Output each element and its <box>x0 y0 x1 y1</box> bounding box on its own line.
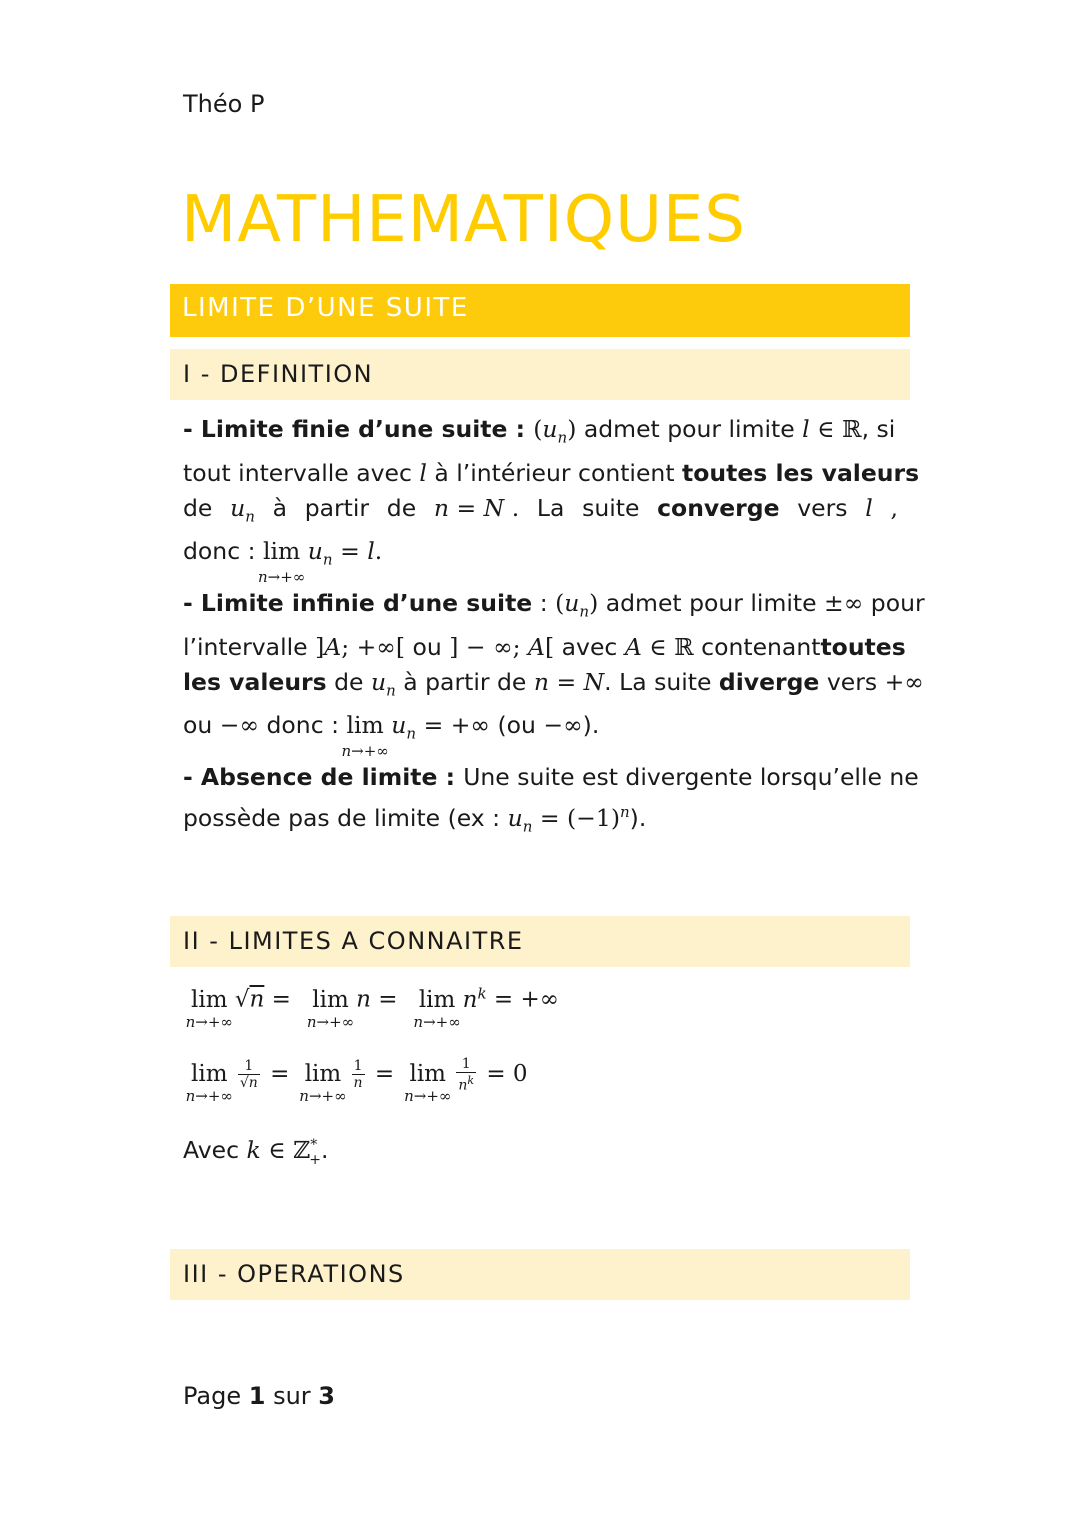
text: admet pour limite <box>598 589 825 617</box>
text: de <box>183 493 213 522</box>
text: lim <box>262 537 301 566</box>
term-bold: toutes <box>820 632 906 661</box>
section-title: II - LIMITES A CONNAITRE <box>183 927 524 955</box>
text: ). <box>629 803 647 832</box>
fraction: $\frac{1}{√n}$ <box>239 1058 258 1092</box>
text: de <box>386 493 417 522</box>
term-bold: - Absence de limite <box>183 763 438 791</box>
limit-expression <box>413 986 461 1031</box>
text: partir <box>304 493 370 522</box>
text: tout intervalle avec <box>183 458 420 487</box>
text: : <box>532 589 556 617</box>
text: n→+∞ <box>185 1086 233 1105</box>
text: lim <box>304 1060 342 1087</box>
text: lim <box>346 711 384 740</box>
note-k-domain <box>183 1128 898 1178</box>
text: ou <box>405 632 450 661</box>
text: contenant <box>693 632 821 661</box>
term-bold: converge <box>657 493 780 522</box>
text: . <box>320 1135 329 1164</box>
section-header-limits <box>170 916 910 967</box>
text: : <box>507 415 534 443</box>
text: n→+∞ <box>299 1086 347 1105</box>
term-bold: diverge <box>718 667 820 696</box>
chapter-banner <box>170 284 910 337</box>
text: avec <box>554 632 625 661</box>
paragraph-no-limit <box>183 760 919 845</box>
text: La <box>536 493 565 522</box>
text: lim <box>191 986 228 1013</box>
text: : <box>437 763 464 791</box>
formula-infinite-limits: lim n→+∞ √n = lim n→+∞ n = lim n→+∞ $n^k$ = +∞ <box>185 984 559 1031</box>
text: n→+∞ <box>404 1086 452 1105</box>
text-line: donc : lim n→+∞ $u_n = l$. <box>183 534 898 578</box>
text: lim <box>409 1060 446 1087</box>
term-bold: - Limite infinie d’une suite <box>183 589 533 617</box>
text: n→+∞ <box>413 1012 461 1031</box>
text: donc : <box>259 711 347 740</box>
term-bold: toutes les valeurs <box>682 458 920 487</box>
text-line: - Limite infinie d’une suite : $(u_n)$ admet pour limite ±∞ pour <box>183 589 925 621</box>
term-bold: les valeurs <box>183 667 327 696</box>
text: Avec <box>183 1135 247 1164</box>
text: suite <box>582 493 640 522</box>
text: lim <box>191 1060 228 1087</box>
limit-expression <box>306 986 355 1031</box>
text: pour <box>863 589 925 617</box>
text-line: les valeurs de $u_n$ à partir de n = N. La suite diverge vers +∞ <box>183 667 924 700</box>
formula-zero-limits: lim n→+∞ $\frac{1}{√n}$ = lim n→+∞ $\frac{1}{n}$ = lim n→+∞ $\frac{1}{n^k}$ = 0 <box>185 1056 528 1105</box>
limit-expression <box>404 1060 452 1105</box>
limit-expression <box>185 1060 233 1105</box>
text: de <box>326 667 371 696</box>
text: lim <box>312 986 349 1013</box>
text: n→+∞ <box>341 742 389 761</box>
text: sur <box>265 1382 319 1410</box>
section-header-definition <box>170 349 910 400</box>
fraction: $\frac{1}{n^k}$ <box>458 1056 475 1094</box>
text-line: l’intervalle ]A; +∞[ ou ] − ∞; A[ avec A ∈ ℝ contenant toutes <box>183 630 898 665</box>
text: l’intervalle <box>183 632 316 661</box>
section-title: III - OPERATIONS <box>183 1260 405 1288</box>
text: n→+∞ <box>185 1012 233 1031</box>
text: ). <box>582 711 600 740</box>
text: Une suite est divergente lorsqu’elle ne <box>463 763 919 791</box>
text-line: tout intervalle avec l à l’intérieur contient toutes les valeurs <box>183 458 920 487</box>
section-header-operations <box>170 1249 910 1300</box>
paragraph-infinite-limit <box>183 586 925 761</box>
text: , si <box>861 415 896 443</box>
text: . La suite <box>604 667 719 696</box>
author-name: Théo P <box>183 90 265 118</box>
document-title: MATHEMATIQUES <box>181 183 746 257</box>
text-line: Avec k ∈ ℤ*$_+$. <box>183 1135 329 1168</box>
fraction: $\frac{1}{n}$ <box>353 1058 363 1092</box>
paragraph-finite-limit <box>183 412 920 587</box>
text: lim <box>418 986 456 1013</box>
text: à partir de <box>395 667 534 696</box>
text-line: ou −∞ donc : lim n→+∞ $u_n$ = +∞ (ou −∞). <box>183 708 898 752</box>
page-total: 3 <box>318 1382 335 1410</box>
text: vers <box>819 667 885 696</box>
limit-expression <box>185 986 233 1031</box>
text: ou <box>183 711 220 740</box>
page-number: 1 <box>248 1382 266 1410</box>
term-bold: - Limite finie d’une suite <box>183 415 508 443</box>
text-line: de $u_n$ à partir de n = N . La suite converge vers l , <box>183 491 898 535</box>
limit-expression <box>341 708 389 761</box>
text: admet pour limite <box>576 415 803 443</box>
text-line: - Limite finie d’une suite : $(u_n)$ admet pour limite l ∈ ℝ, si <box>183 415 896 447</box>
text-line <box>183 760 919 795</box>
text: donc : <box>183 537 263 566</box>
text: n→+∞ <box>306 1012 355 1031</box>
text: Page <box>183 1382 249 1410</box>
limit-expression <box>257 534 306 587</box>
text: = +∞ (ou <box>416 711 544 740</box>
text: à <box>272 493 287 522</box>
chapter-title: LIMITE D’UNE SUITE <box>182 293 469 323</box>
text: n→+∞ <box>257 568 306 587</box>
text: vers <box>797 493 848 522</box>
text: à l’intérieur contient <box>426 458 683 487</box>
limit-expression <box>299 1060 347 1105</box>
page-footer <box>183 1382 335 1410</box>
text: possède pas de limite (ex : <box>183 803 508 832</box>
text-line: possède pas de limite (ex : $u_n = (-1)^n$). <box>183 803 647 836</box>
section-title: I - DEFINITION <box>183 360 374 388</box>
